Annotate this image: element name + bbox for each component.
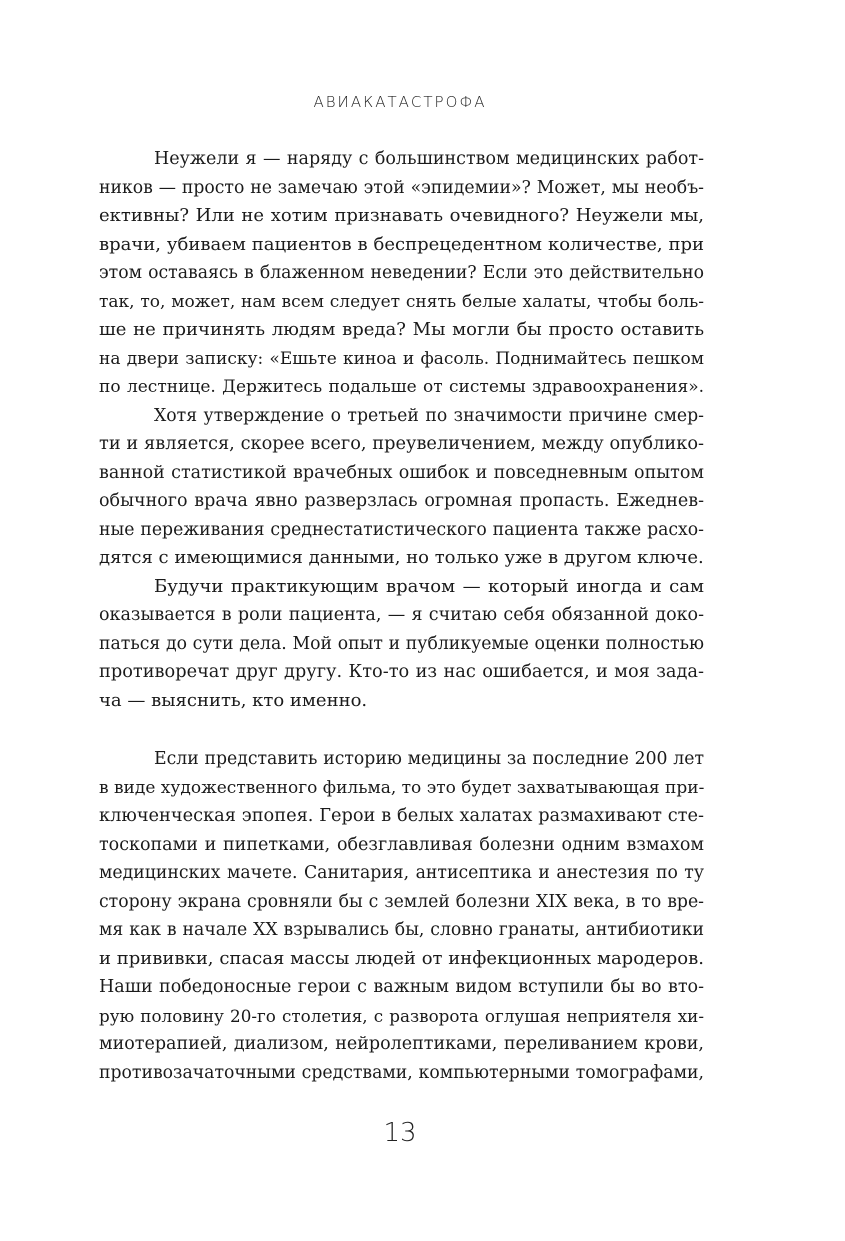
text-line: медицинских мачете. Санитария, антисептика и анестезия по ту xyxy=(99,863,704,883)
text-block-top xyxy=(99,145,704,715)
text-line: обычного врача явно разверзлась огромная пропасть. Ежеднев- xyxy=(99,491,704,511)
page-number: 13 xyxy=(383,1118,417,1148)
text-line: рую половину 20-го столетия, с разворота оглушая неприятеля хи- xyxy=(99,1005,704,1026)
text-line: тоскопами и пипетками, обезглавливая болезни одним взмахом xyxy=(99,834,704,855)
paragraph-2 xyxy=(99,402,704,573)
text-line: противозачаточными средствами, компьютерными томографами, xyxy=(99,1062,704,1083)
text-line: паться до сути дела. Мой опыт и публикуемые оценки полностью xyxy=(99,633,704,654)
text-line: Наши победоносные герои с важным видом вступили бы во вто- xyxy=(99,977,704,997)
paragraph-4 xyxy=(99,745,704,1087)
paragraph-3 xyxy=(99,573,704,716)
text-line: ше не причинять людям вреда? Мы могли бы просто оставить xyxy=(99,319,704,340)
text-line: по лестнице. Держитесь подальше от системы здравоохранения». xyxy=(99,377,704,397)
text-line: на двери записку: «Ешьте киноа и фасоль. Поднимайтесь пешком xyxy=(99,348,704,369)
text-line: в виде художественного фильма, то это будет захватывающая при- xyxy=(99,777,705,798)
paragraph-1 xyxy=(99,145,704,402)
text-line: сторону экрана сровняли бы с землей болезни XIX века, в то вре- xyxy=(99,891,704,912)
text-line: миотерапией, диализом, нейролептиками, переливанием крови, xyxy=(99,1034,704,1054)
text-line: ников — просто не замечаю этой «эпидемии»? Может, мы необъ- xyxy=(99,177,704,198)
text-block-bottom xyxy=(99,745,704,1087)
text-line: Хотя утверждение о третьей по значимости причине смер- xyxy=(154,405,704,426)
text-line: мя как в начале XX взрывались бы, словно гранаты, антибиотики xyxy=(99,920,704,940)
text-line: врачи, убиваем пациентов в беспрецедентном количестве, при xyxy=(99,233,704,255)
text-line: Неужели я — наряду с большинством медицинских работ- xyxy=(154,149,704,169)
text-line: ча — выяснить, кто именно. xyxy=(99,689,368,711)
text-line: и прививки, спасая массы людей от инфекционных мародеров. xyxy=(99,947,704,969)
running-head: АВИАКАТАСТРОФА xyxy=(313,93,487,111)
text-line: ные переживания среднестатистического пациента также расхо- xyxy=(99,519,704,540)
text-line: Если представить историю медицины за последние 200 лет xyxy=(154,749,704,769)
text-line: этом оставаясь в блаженном неведении? Если это действительно xyxy=(99,263,704,283)
text-line: дятся с имеющимися данными, но только уже в другом ключе. xyxy=(99,547,704,568)
text-line: ективны? Или не хотим признавать очевидного? Неужели мы, xyxy=(99,205,704,226)
text-line: оказывается в роли пациента, — я считаю себя обязанной доко- xyxy=(99,605,704,625)
text-line: ти и является, скорее всего, преувеличением, между опублико- xyxy=(99,434,704,454)
text-line: ванной статистикой врачебных ошибок и повседневным опытом xyxy=(99,462,704,483)
text-line: противоречат друг другу. Кто-то из нас ошибается, и моя зада- xyxy=(99,662,704,682)
text-line: так, то, может, нам всем следует снять белые халаты, чтобы боль- xyxy=(99,291,704,312)
text-line: ключенческая эпопея. Герои в белых халатах размахивают сте- xyxy=(99,806,704,826)
text-line: Будучи практикующим врачом — который иногда и сам xyxy=(154,575,704,597)
